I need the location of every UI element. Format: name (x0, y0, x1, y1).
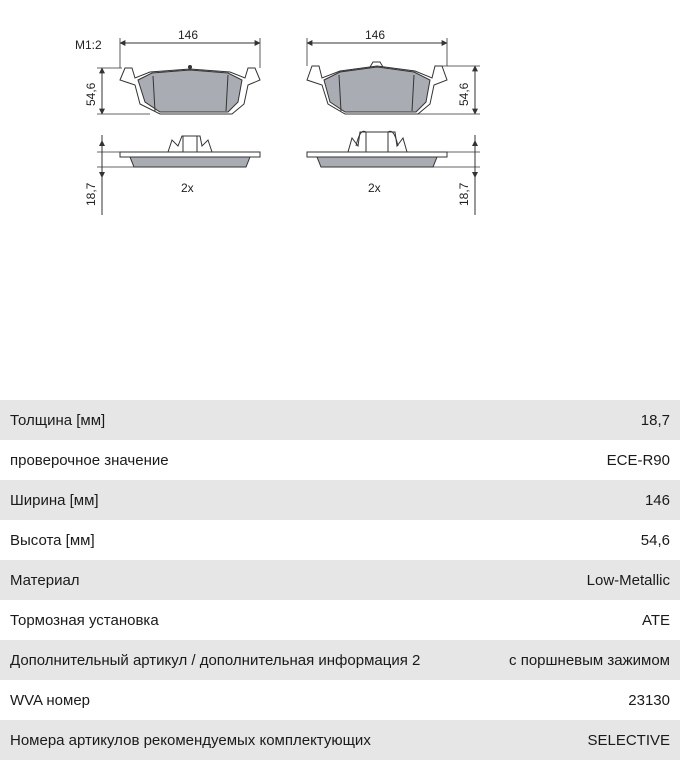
spec-row-wva-number (0, 680, 680, 720)
spec-label: Дополнительный артикул / дополнительная информация 2 (10, 651, 421, 669)
spec-value: с поршневым зажимом (509, 651, 670, 669)
width-dimension-right: 146 (365, 28, 386, 42)
spec-label: Номера артикулов рекомендуемых комплектующих (10, 731, 371, 749)
height-dimension-left: 54,6 (84, 82, 98, 106)
spec-label: Тормозная установка (10, 611, 159, 629)
spec-value: ATE (641, 611, 670, 629)
spec-row-material (0, 560, 680, 600)
quantity-label-left: 2x (181, 181, 194, 195)
spec-row-width (0, 480, 680, 520)
spec-label: Ширина [мм] (10, 491, 99, 509)
spec-value: 18,7 (640, 411, 670, 429)
specs-table (0, 400, 680, 760)
scale-label: M1:2 (75, 38, 102, 52)
spec-row-test-value (0, 440, 680, 480)
quantity-label-right: 2x (368, 181, 381, 195)
spec-label: Высота [мм] (10, 531, 95, 549)
spec-value: 146 (644, 491, 670, 509)
spec-row-thickness (0, 400, 680, 440)
left-pad-front-view (120, 66, 260, 115)
spec-row-brake-system (0, 600, 680, 640)
spec-label: Материал (10, 571, 80, 589)
right-pad-side-view (307, 131, 447, 167)
spec-value: Low-Metallic (586, 571, 670, 589)
right-pad-front-view (307, 62, 447, 114)
spec-value: 54,6 (640, 531, 670, 549)
spec-row-height (0, 520, 680, 560)
thickness-dimension-left: 18,7 (84, 182, 98, 206)
thickness-dimension-right: 18,7 (457, 182, 471, 206)
spec-row-additional-info (0, 640, 680, 680)
spec-value: 23130 (628, 691, 670, 709)
width-dimension-left: 146 (178, 28, 199, 42)
spec-label: WVA номер (10, 691, 91, 709)
left-pad-side-view (120, 136, 260, 167)
spec-value: ECE-R90 (606, 451, 670, 469)
spec-value: SELECTIVE (587, 731, 670, 749)
spec-row-recommended-accessories (0, 720, 680, 760)
height-dimension-right: 54,6 (457, 82, 471, 106)
spec-label: Толщина [мм] (10, 411, 106, 429)
spec-label: проверочное значение (10, 451, 169, 469)
